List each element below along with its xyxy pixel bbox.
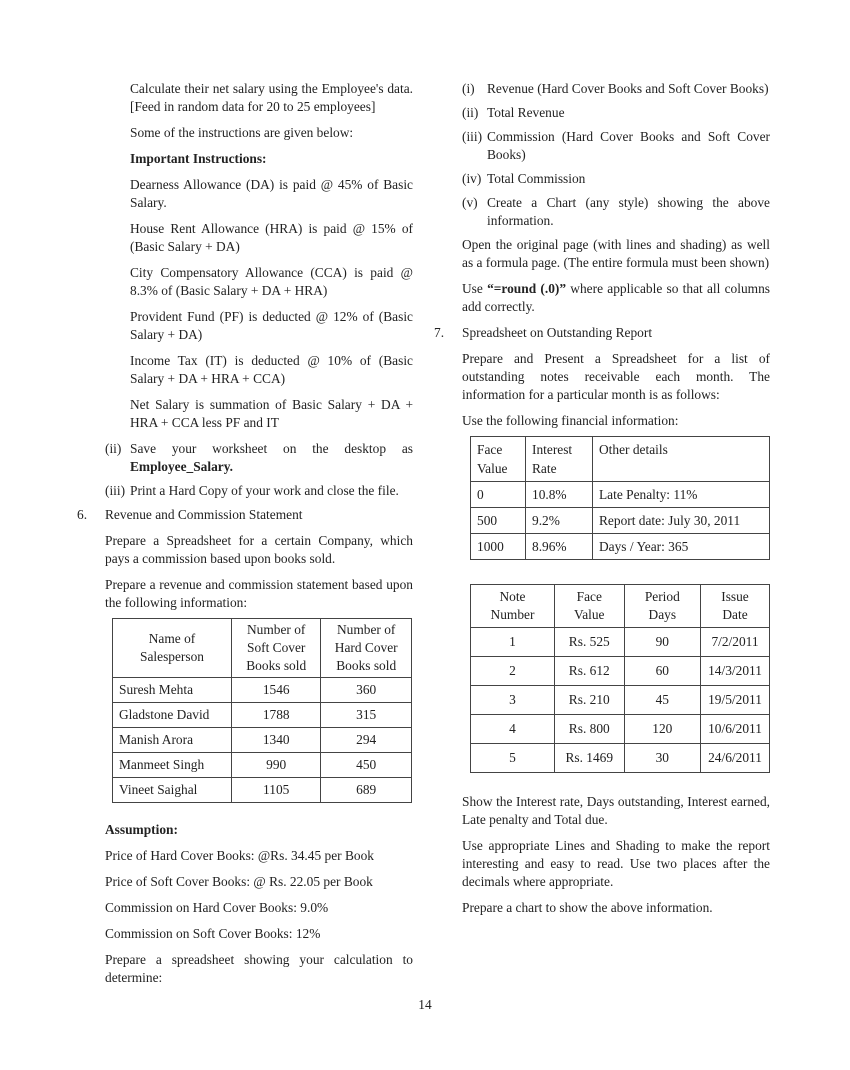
table-row	[471, 482, 770, 508]
table-row	[471, 657, 770, 686]
right-column	[434, 80, 770, 925]
instruction-net-salary: Net Salary is summation of Basic Salary + DA + HRA + CCA less PF and IT	[130, 397, 413, 430]
section-paragraph: Prepare and Present a Spreadsheet for a list of outstanding notes receivable each month. The information for a particular month is as follows:	[462, 351, 770, 402]
list-label: (iv)	[462, 171, 482, 186]
list-item	[462, 104, 770, 122]
list-item	[462, 128, 770, 164]
table-header-row	[113, 619, 412, 678]
section-paragraph: Show the Interest rate, Days outstanding, Interest earned, Late penalty and Total due.	[462, 794, 770, 827]
table-cell: 1	[471, 628, 555, 657]
table-cell: Rs. 612	[554, 657, 624, 686]
list-item	[105, 440, 413, 476]
table-cell: 19/5/2011	[701, 686, 770, 715]
table-cell: 45	[624, 686, 700, 715]
table-cell: 360	[321, 678, 412, 703]
table-header-row	[471, 437, 770, 482]
table-row	[113, 778, 412, 803]
column-header: Number of Hard Cover Books sold	[321, 619, 412, 678]
table-cell: 1000	[471, 534, 526, 560]
table-row	[471, 628, 770, 657]
column-header: Face Value	[471, 437, 526, 482]
table-cell: 1546	[232, 678, 321, 703]
section-number: 6.	[77, 507, 88, 522]
section-closing: Prepare a spreadsheet showing your calculation to determine:	[105, 952, 413, 985]
table-cell: Rs. 525	[554, 628, 624, 657]
column-header: Issue Date	[701, 585, 770, 628]
table-cell: Suresh Mehta	[113, 678, 232, 703]
left-column	[77, 80, 413, 995]
instruction-pf: Provident Fund (PF) is deducted @ 12% of (Basic Salary + DA)	[130, 309, 413, 342]
section-paragraph: Prepare a chart to show the above information.	[462, 900, 713, 915]
table-row	[113, 753, 412, 778]
table-row	[113, 703, 412, 728]
column-header: Face Value	[554, 585, 624, 628]
table-cell: 990	[232, 753, 321, 778]
table-cell: 689	[321, 778, 412, 803]
section-title: Spreadsheet on Outstanding Report	[462, 325, 653, 340]
table-row	[471, 715, 770, 744]
table-cell: 30	[624, 744, 700, 773]
table-cell: 120	[624, 715, 700, 744]
table-cell: Report date: July 30, 2011	[593, 508, 770, 534]
list-item	[462, 80, 770, 98]
table-cell: 5	[471, 744, 555, 773]
table-cell: 7/2/2011	[701, 628, 770, 657]
table-row	[471, 508, 770, 534]
table-cell: 14/3/2011	[701, 657, 770, 686]
assumption-hard-cover-price: Price of Hard Cover Books: @Rs. 34.45 per Book	[105, 848, 374, 863]
list-label: (iii)	[105, 483, 126, 498]
table-cell: Gladstone David	[113, 703, 232, 728]
table-cell: Rs. 800	[554, 715, 624, 744]
table-cell: Late Penalty: 11%	[593, 482, 770, 508]
list-text: Print a Hard Copy of your work and close the file.	[130, 483, 399, 498]
list-text: Total Commission	[487, 171, 586, 186]
column-header: Name of Salesperson	[113, 619, 232, 678]
table-cell: 450	[321, 753, 412, 778]
table-cell: 500	[471, 508, 526, 534]
table-cell: 4	[471, 715, 555, 744]
section-heading	[434, 324, 770, 342]
list-label: (v)	[462, 195, 478, 210]
sales-table	[112, 618, 412, 803]
section-title: Revenue and Commission Statement	[105, 507, 303, 522]
column-header: Interest Rate	[526, 437, 593, 482]
column-header: Note Number	[471, 585, 555, 628]
list-text: Total Revenue	[487, 105, 565, 120]
table-cell: 0	[471, 482, 526, 508]
list-label: (ii)	[462, 105, 479, 120]
table-row	[113, 678, 412, 703]
list-label: (ii)	[105, 441, 122, 456]
list-item	[105, 482, 413, 500]
notes-table	[470, 584, 770, 773]
assumption-heading: Assumption:	[105, 822, 178, 837]
table-cell: Rs. 1469	[554, 744, 624, 773]
section-paragraph: Prepare a revenue and commission statement based upon the following information:	[105, 577, 413, 610]
table-cell: Vineet Saighal	[113, 778, 232, 803]
table-cell: Manmeet Singh	[113, 753, 232, 778]
intro-paragraph: Calculate their net salary using the Employee's data. [Feed in random data for 20 to 25 employees]	[130, 81, 413, 114]
list-text: Create a Chart (any style) showing the above information.	[487, 195, 770, 228]
financial-info-table	[470, 436, 770, 560]
list-label: (i)	[462, 81, 475, 96]
column-header: Period Days	[624, 585, 700, 628]
round-formula: “=round (.0)”	[487, 281, 567, 296]
open-original-paragraph: Open the original page (with lines and shading) as well as a formula page. (The entire formula must been shown)	[462, 237, 770, 270]
column-header: Other details	[593, 437, 770, 482]
table-row	[471, 744, 770, 773]
table-row	[113, 728, 412, 753]
list-text: Commission (Hard Cover Books and Soft Cover Books)	[487, 129, 770, 162]
instructions-lead: Some of the instructions are given below:	[130, 125, 354, 140]
list-item	[462, 170, 770, 188]
column-header: Number of Soft Cover Books sold	[232, 619, 321, 678]
table-cell: 8.96%	[526, 534, 593, 560]
section-number: 7.	[434, 325, 445, 340]
table-cell: 1105	[232, 778, 321, 803]
file-name: Employee_Salary.	[130, 459, 234, 474]
section-paragraph: Prepare a Spreadsheet for a certain Company, which pays a commission based upon books sold.	[105, 533, 413, 566]
page-number: 14	[418, 997, 432, 1012]
table-cell: 10.8%	[526, 482, 593, 508]
table-cell: 9.2%	[526, 508, 593, 534]
section-heading	[77, 506, 413, 524]
table-cell: Rs. 210	[554, 686, 624, 715]
list-text: Revenue (Hard Cover Books and Soft Cover Books)	[487, 81, 769, 96]
table-cell: 1340	[232, 728, 321, 753]
instruction-hra: House Rent Allowance (HRA) is paid @ 15% of (Basic Salary + DA)	[130, 221, 413, 254]
table-cell: 315	[321, 703, 412, 728]
instruction-it: Income Tax (IT) is deducted @ 10% of (Basic Salary + DA + HRA + CCA)	[130, 353, 413, 386]
section-paragraph: Use appropriate Lines and Shading to make the report interesting and easy to read. Use two places after the decimals where appropriate.	[462, 838, 770, 889]
important-heading: Important Instructions:	[130, 151, 267, 166]
assumption-hard-cover-commission: Commission on Hard Cover Books: 9.0%	[105, 900, 329, 915]
table-cell: 2	[471, 657, 555, 686]
table-header-row	[471, 585, 770, 628]
table-cell: Days / Year: 365	[593, 534, 770, 560]
table-cell: 3	[471, 686, 555, 715]
round-formula-paragraph: Use “=round (.0)” where applicable so that all columns add correctly.	[462, 281, 770, 314]
instruction-da: Dearness Allowance (DA) is paid @ 45% of Basic Salary.	[130, 177, 413, 210]
list-item	[462, 194, 770, 230]
table-cell: 294	[321, 728, 412, 753]
list-text: Save your worksheet on the desktop as	[130, 441, 413, 456]
table-cell: 10/6/2011	[701, 715, 770, 744]
table-cell: 24/6/2011	[701, 744, 770, 773]
table-row	[471, 534, 770, 560]
instruction-cca: City Compensatory Allowance (CCA) is paid @ 8.3% of (Basic Salary + DA + HRA)	[130, 265, 413, 298]
assumption-soft-cover-commission: Commission on Soft Cover Books: 12%	[105, 926, 321, 941]
table-cell: 60	[624, 657, 700, 686]
table-cell: Manish Arora	[113, 728, 232, 753]
table-row	[471, 686, 770, 715]
assumption-soft-cover-price: Price of Soft Cover Books: @ Rs. 22.05 per Book	[105, 874, 373, 889]
table-cell: 90	[624, 628, 700, 657]
section-paragraph: Use the following financial information:	[462, 413, 679, 428]
list-label: (iii)	[462, 129, 483, 144]
table-cell: 1788	[232, 703, 321, 728]
